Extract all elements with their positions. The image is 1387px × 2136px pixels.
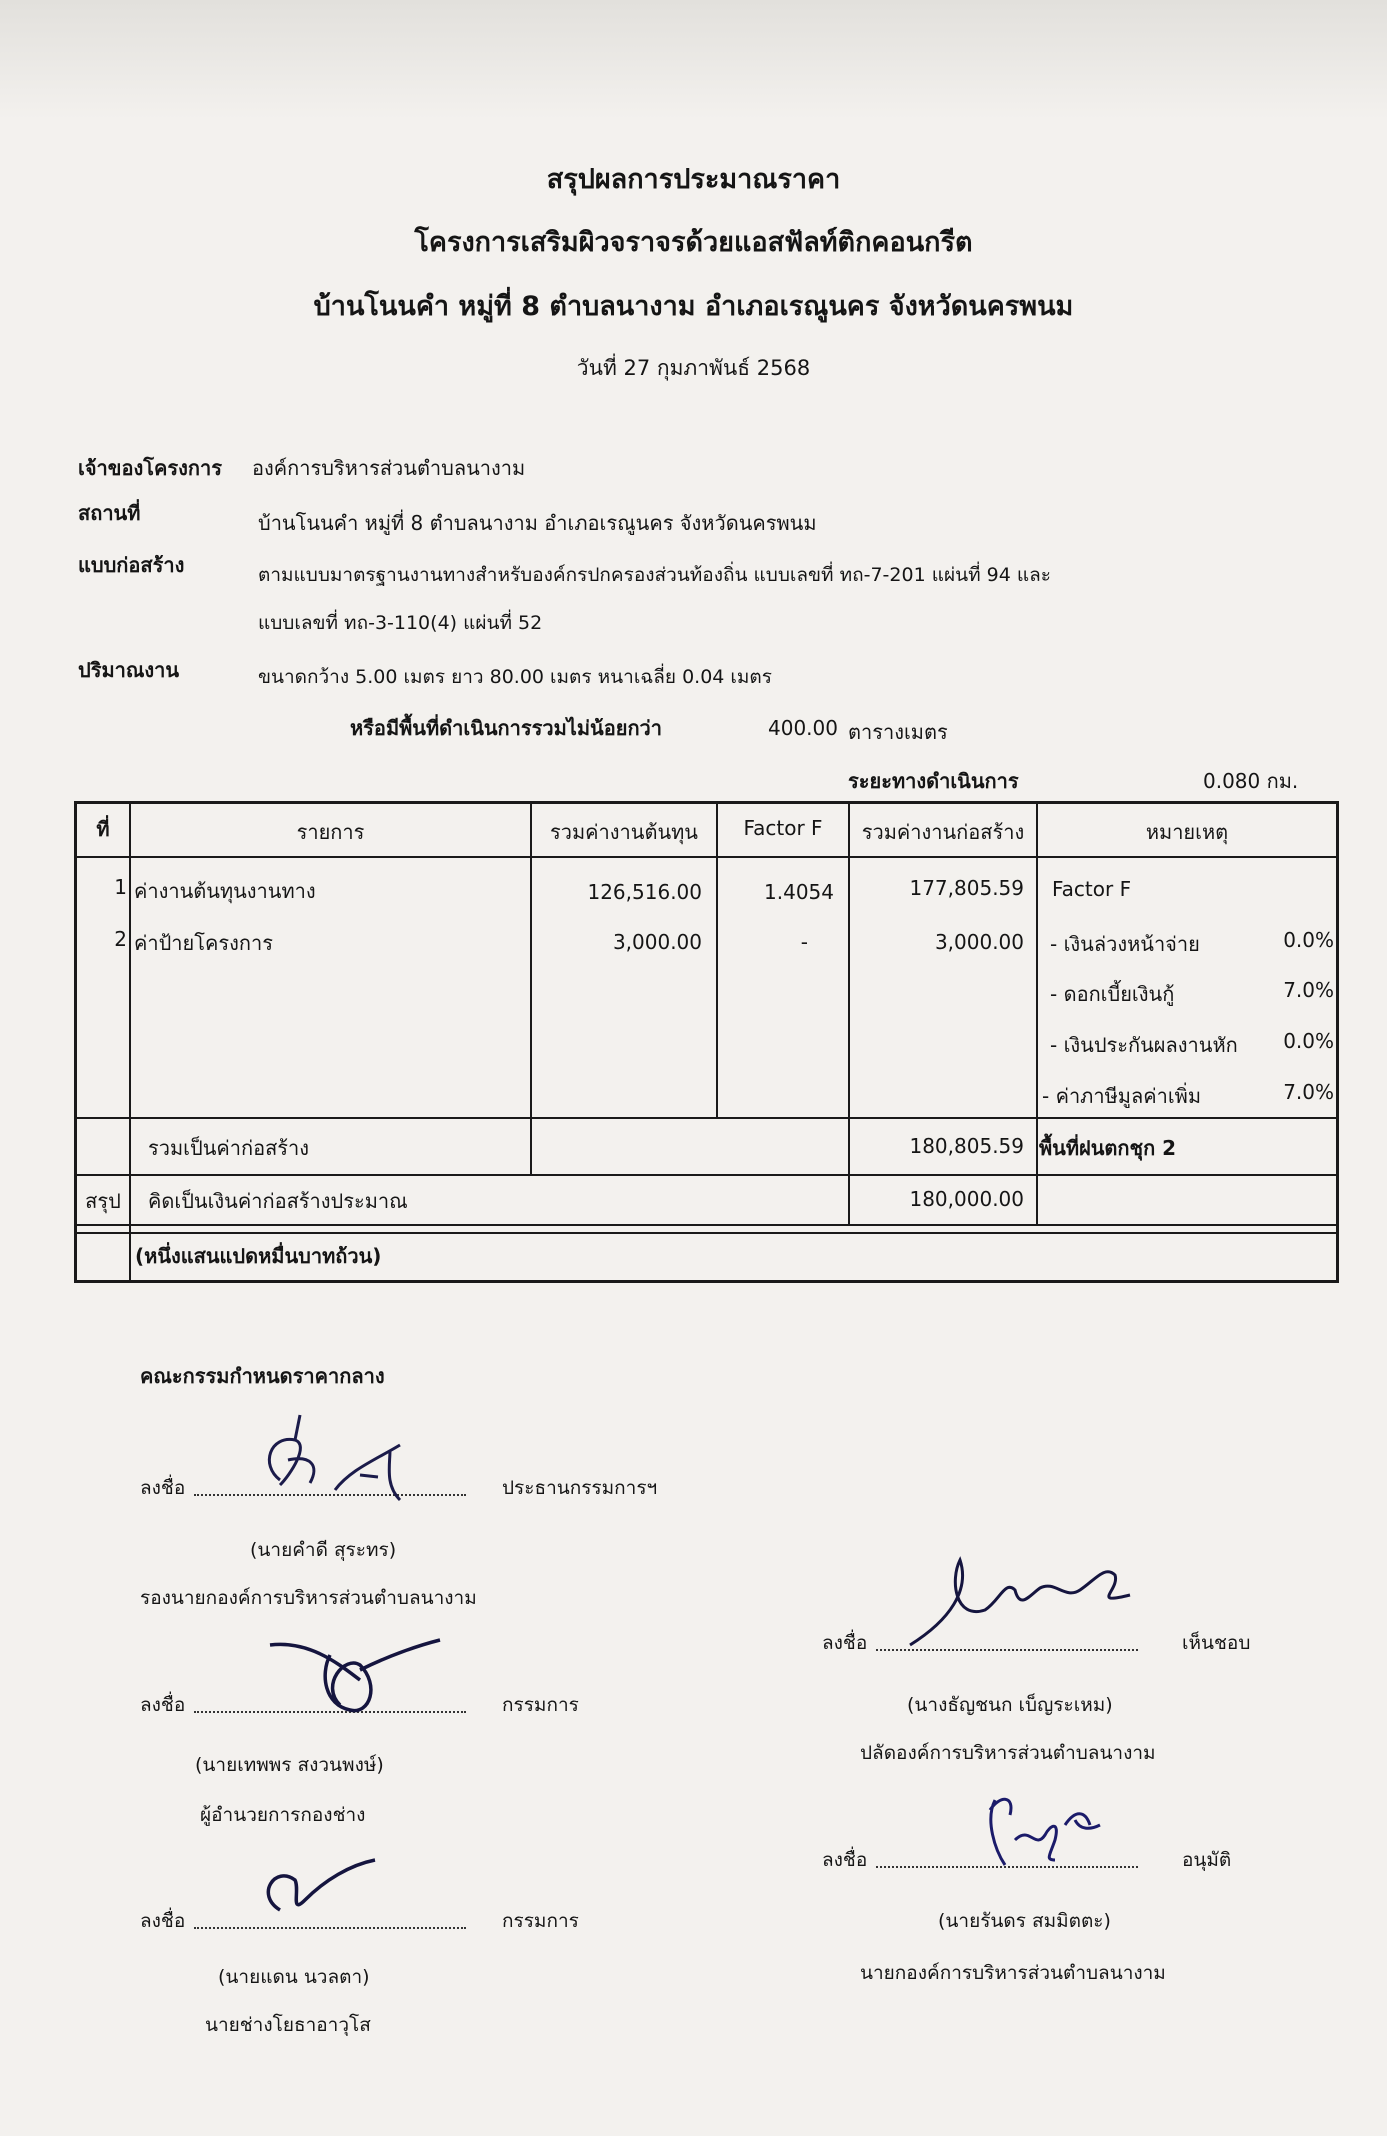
- location-title: บ้านโนนคำ หมู่ที่ 8 ตำบลนางาม อำเภอเรณูนคร จังหวัดนครพนม: [313, 291, 1074, 322]
- sign-prefix: ลงชื่อ: [140, 1694, 186, 1716]
- sum-label: รวมเป็นค่าก่อสร้าง: [148, 1136, 310, 1160]
- sign-prefix: ลงชื่อ: [822, 1849, 868, 1871]
- header-remark: หมายเหตุ: [1145, 820, 1229, 844]
- signature-image: [975, 1780, 1115, 1875]
- remark-label: - ค่าภาษีมูลค่าเพิ่ม: [1042, 1084, 1202, 1108]
- member-position: ผู้อำนวยการกองช่าง: [200, 1804, 366, 1826]
- row-total: 177,805.59: [909, 876, 1024, 900]
- role-label: กรรมการ: [502, 1694, 579, 1716]
- row-total: 3,000.00: [934, 930, 1024, 954]
- remark-label: - เงินประกันผลงานหัก: [1050, 1033, 1238, 1057]
- role-label: เห็นชอบ: [1182, 1632, 1251, 1654]
- sum-value: 180,805.59: [909, 1134, 1024, 1158]
- header-total: รวมค่างานก่อสร้าง: [861, 820, 1025, 844]
- row-no: 2: [114, 927, 127, 951]
- header-cost: รวมค่างานต้นทุน: [550, 820, 698, 844]
- estimate-label: คิดเป็นเงินค่าก่อสร้างประมาณ: [148, 1189, 408, 1213]
- member-name: (นายคำดี สุระทร): [250, 1539, 397, 1561]
- place-label: สถานที่: [78, 501, 141, 525]
- committee-heading: คณะกรรมกำหนดราคากลาง: [140, 1364, 385, 1388]
- member-position: นายช่างโยธาอาวุโส: [205, 2014, 371, 2036]
- owner-label: เจ้าของโครงการ: [78, 456, 222, 480]
- project-title: โครงการเสริมผิวจราจรด้วยแอสฟัลท์ติกคอนกรีต: [414, 227, 973, 258]
- owner-value: องค์การบริหารส่วนตำบลนางาม: [252, 456, 526, 480]
- qty-value: ขนาดกว้าง 5.00 เมตร ยาว 80.00 เมตร หนาเฉลี่ย 0.04 เมตร: [258, 666, 772, 688]
- approver-name: (นายรันดร สมมิตตะ): [938, 1910, 1111, 1932]
- row-item: ค่าป้ายโครงการ: [134, 931, 273, 955]
- header-no: ที่: [96, 817, 110, 841]
- role-label: อนุมัติ: [1182, 1849, 1232, 1871]
- remark-label: - เงินล่วงหน้าจ่าย: [1050, 932, 1200, 956]
- area-label: หรือมีพื้นที่ดำเนินการรวมไม่น้อยกว่า: [350, 716, 663, 740]
- row-item: ค่างานต้นทุนงานทาง: [134, 879, 316, 903]
- area-value: 400.00: [768, 716, 838, 740]
- signature-image: [250, 1625, 450, 1730]
- signature-image: [890, 1550, 1150, 1660]
- header-factor: Factor F: [743, 816, 823, 840]
- role-label: ประธานกรรมการฯ: [502, 1477, 658, 1499]
- sign-prefix: ลงชื่อ: [140, 1910, 186, 1932]
- signature-image: [250, 1840, 380, 1930]
- remark-label: Factor F: [1052, 877, 1132, 901]
- member-position: รองนายกองค์การบริหารส่วนตำบลนางาม: [140, 1587, 477, 1609]
- doc-title: สรุปผลการประมาณราคา: [546, 164, 841, 195]
- approver-name: (นางธัญชนก เบ็ญระเหม): [907, 1694, 1113, 1716]
- member-name: (นายแดน นวลตา): [218, 1966, 370, 1988]
- row-cost: 126,516.00: [587, 880, 702, 904]
- approver-position: ปลัดองค์การบริหารส่วนตำบลนางาม: [860, 1742, 1156, 1764]
- estimate-value: 180,000.00: [909, 1187, 1024, 1211]
- scan-edge: [0, 0, 1387, 120]
- row-factor: 1.4054: [764, 880, 834, 904]
- qty-label: ปริมาณงาน: [78, 658, 180, 682]
- remark-value: 7.0%: [1283, 1080, 1334, 1104]
- area-unit: ตารางเมตร: [848, 720, 948, 744]
- signature-image: [240, 1405, 440, 1510]
- remark-value: 0.0%: [1283, 928, 1334, 952]
- row-factor: -: [800, 930, 808, 954]
- rain-zone: พื้นที่ฝนตกชุก 2: [1039, 1136, 1177, 1160]
- approver-position: นายกองค์การบริหารส่วนตำบลนางาม: [860, 1962, 1166, 1984]
- row-no: 1: [114, 875, 127, 899]
- place-value: บ้านโนนคำ หมู่ที่ 8 ตำบลนางาม อำเภอเรณูนคร จังหวัดนครพนม: [258, 511, 817, 535]
- doc-date: วันที่ 27 กุมภาพันธ์ 2568: [576, 356, 811, 380]
- role-label: กรรมการ: [502, 1910, 579, 1932]
- remark-value: 0.0%: [1283, 1029, 1334, 1053]
- design-value-2: แบบเลขที่ ทถ-3-110(4) แผ่นที่ 52: [258, 612, 543, 634]
- remark-label: - ดอกเบี้ยเงินกู้: [1050, 982, 1175, 1006]
- remark-value: 7.0%: [1283, 978, 1334, 1002]
- distance-label: ระยะทางดำเนินการ: [848, 769, 1019, 793]
- member-name: (นายเทพพร สงวนพงษ์): [195, 1754, 384, 1776]
- summary-label: สรุป: [85, 1189, 121, 1213]
- row-cost: 3,000.00: [612, 930, 702, 954]
- distance-value: 0.080 กม.: [1203, 769, 1299, 793]
- header-item: รายการ: [296, 820, 365, 844]
- sign-prefix: ลงชื่อ: [140, 1477, 186, 1499]
- design-value-1: ตามแบบมาตรฐานงานทางสำหรับองค์กรปกครองส่วนท้องถิ่น แบบเลขที่ ทถ-7-201 แผ่นที่ 94 และ: [258, 564, 1051, 586]
- sign-prefix: ลงชื่อ: [822, 1632, 868, 1654]
- design-label: แบบก่อสร้าง: [78, 553, 185, 577]
- amount-in-words: (หนึ่งแสนแปดหมื่นบาทถ้วน): [135, 1244, 382, 1268]
